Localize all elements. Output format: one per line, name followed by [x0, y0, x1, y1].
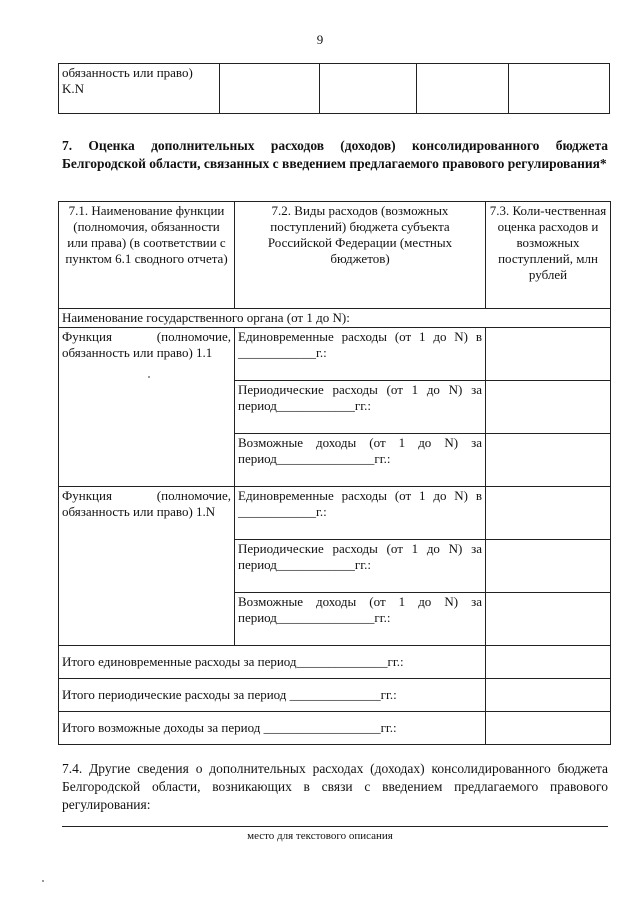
table-cell — [417, 64, 509, 114]
estimate-cell — [486, 434, 611, 487]
estimate-cell — [486, 540, 611, 593]
additional-expenses-table — [58, 201, 611, 745]
periodic-expenses-cell: Периодические расходы (от 1 до N) за период____________гг.: — [235, 540, 486, 593]
estimate-cell — [486, 679, 611, 712]
column-header-function: 7.1. Наименование функции (полномочия, обязанности или права) (в соответствии с пунктом 6.1 сводного отчета) — [59, 202, 235, 309]
section-7-heading: 7. Оценка дополнительных расходов (доходов) консолидированного бюджета Белгородской области, связанных с введением предлагаемого правового регулирования* — [62, 138, 608, 171]
text-description-line — [62, 826, 608, 827]
table-cell — [220, 64, 320, 114]
periodic-expenses-cell: Периодические расходы (от 1 до N) за период____________гг.: — [235, 381, 486, 434]
column-header-quantitative-estimate: 7.3. Коли-чественная оценка расходов и возможных поступлений, млн рублей — [486, 202, 611, 309]
table-cell — [509, 64, 610, 114]
estimate-cell — [486, 593, 611, 646]
one-time-expenses-cell: Единовременные расходы (от 1 до N) в ____________г.: — [235, 328, 486, 381]
table-cell — [320, 64, 417, 114]
section-7-4-text: 7.4. Другие сведения о дополнительных расходах (доходах) консолидированного бюджета Белгородской области, возникающих в связи с введением предлагаемого правового регулирования: — [62, 761, 608, 812]
total-income-label: Итого возможные доходы за период __________________гг.: — [59, 712, 486, 745]
column-header-expense-types: 7.2. Виды расходов (возможных поступлений) бюджета субъекта Российской Федерации (местных бюджетов) — [235, 202, 486, 309]
function-1-n-cell: Функция (полномочие, обязанность или право) 1.N — [59, 487, 235, 646]
total-income-row — [59, 712, 611, 745]
total-periodic-label: Итого периодические расходы за период ______________гг.: — [59, 679, 486, 712]
table-row — [59, 328, 611, 381]
total-one-time-label: Итого единовременные расходы за период______________гг.: — [59, 646, 486, 679]
previous-table-fragment — [58, 63, 610, 114]
estimate-cell — [486, 328, 611, 381]
one-time-expenses-cell: Единовременные расходы (от 1 до N) в ____________г.: — [235, 487, 486, 540]
possible-income-cell: Возможные доходы (от 1 до N) за период_______________гг.: — [235, 434, 486, 487]
total-periodic-row — [59, 679, 611, 712]
text-description-caption: место для текстового описания — [247, 830, 393, 842]
table-row — [59, 487, 611, 540]
estimate-cell — [486, 646, 611, 679]
org-name-cell: Наименование государственного органа (от 1 до N): — [59, 309, 611, 328]
estimate-cell — [486, 712, 611, 745]
scan-speck — [148, 376, 150, 378]
estimate-cell — [486, 381, 611, 434]
org-name-row — [59, 309, 611, 328]
table-cell: обязанность или право) K.N — [59, 64, 220, 114]
page-number: 9 — [316, 32, 324, 47]
possible-income-cell: Возможные доходы (от 1 до N) за период_______________гг.: — [235, 593, 486, 646]
estimate-cell — [486, 487, 611, 540]
scan-speck — [42, 880, 44, 882]
table-header-row — [59, 202, 611, 309]
total-one-time-row — [59, 646, 611, 679]
function-1-1-cell: Функция (полномочие, обязанность или право) 1.1 — [59, 328, 235, 487]
